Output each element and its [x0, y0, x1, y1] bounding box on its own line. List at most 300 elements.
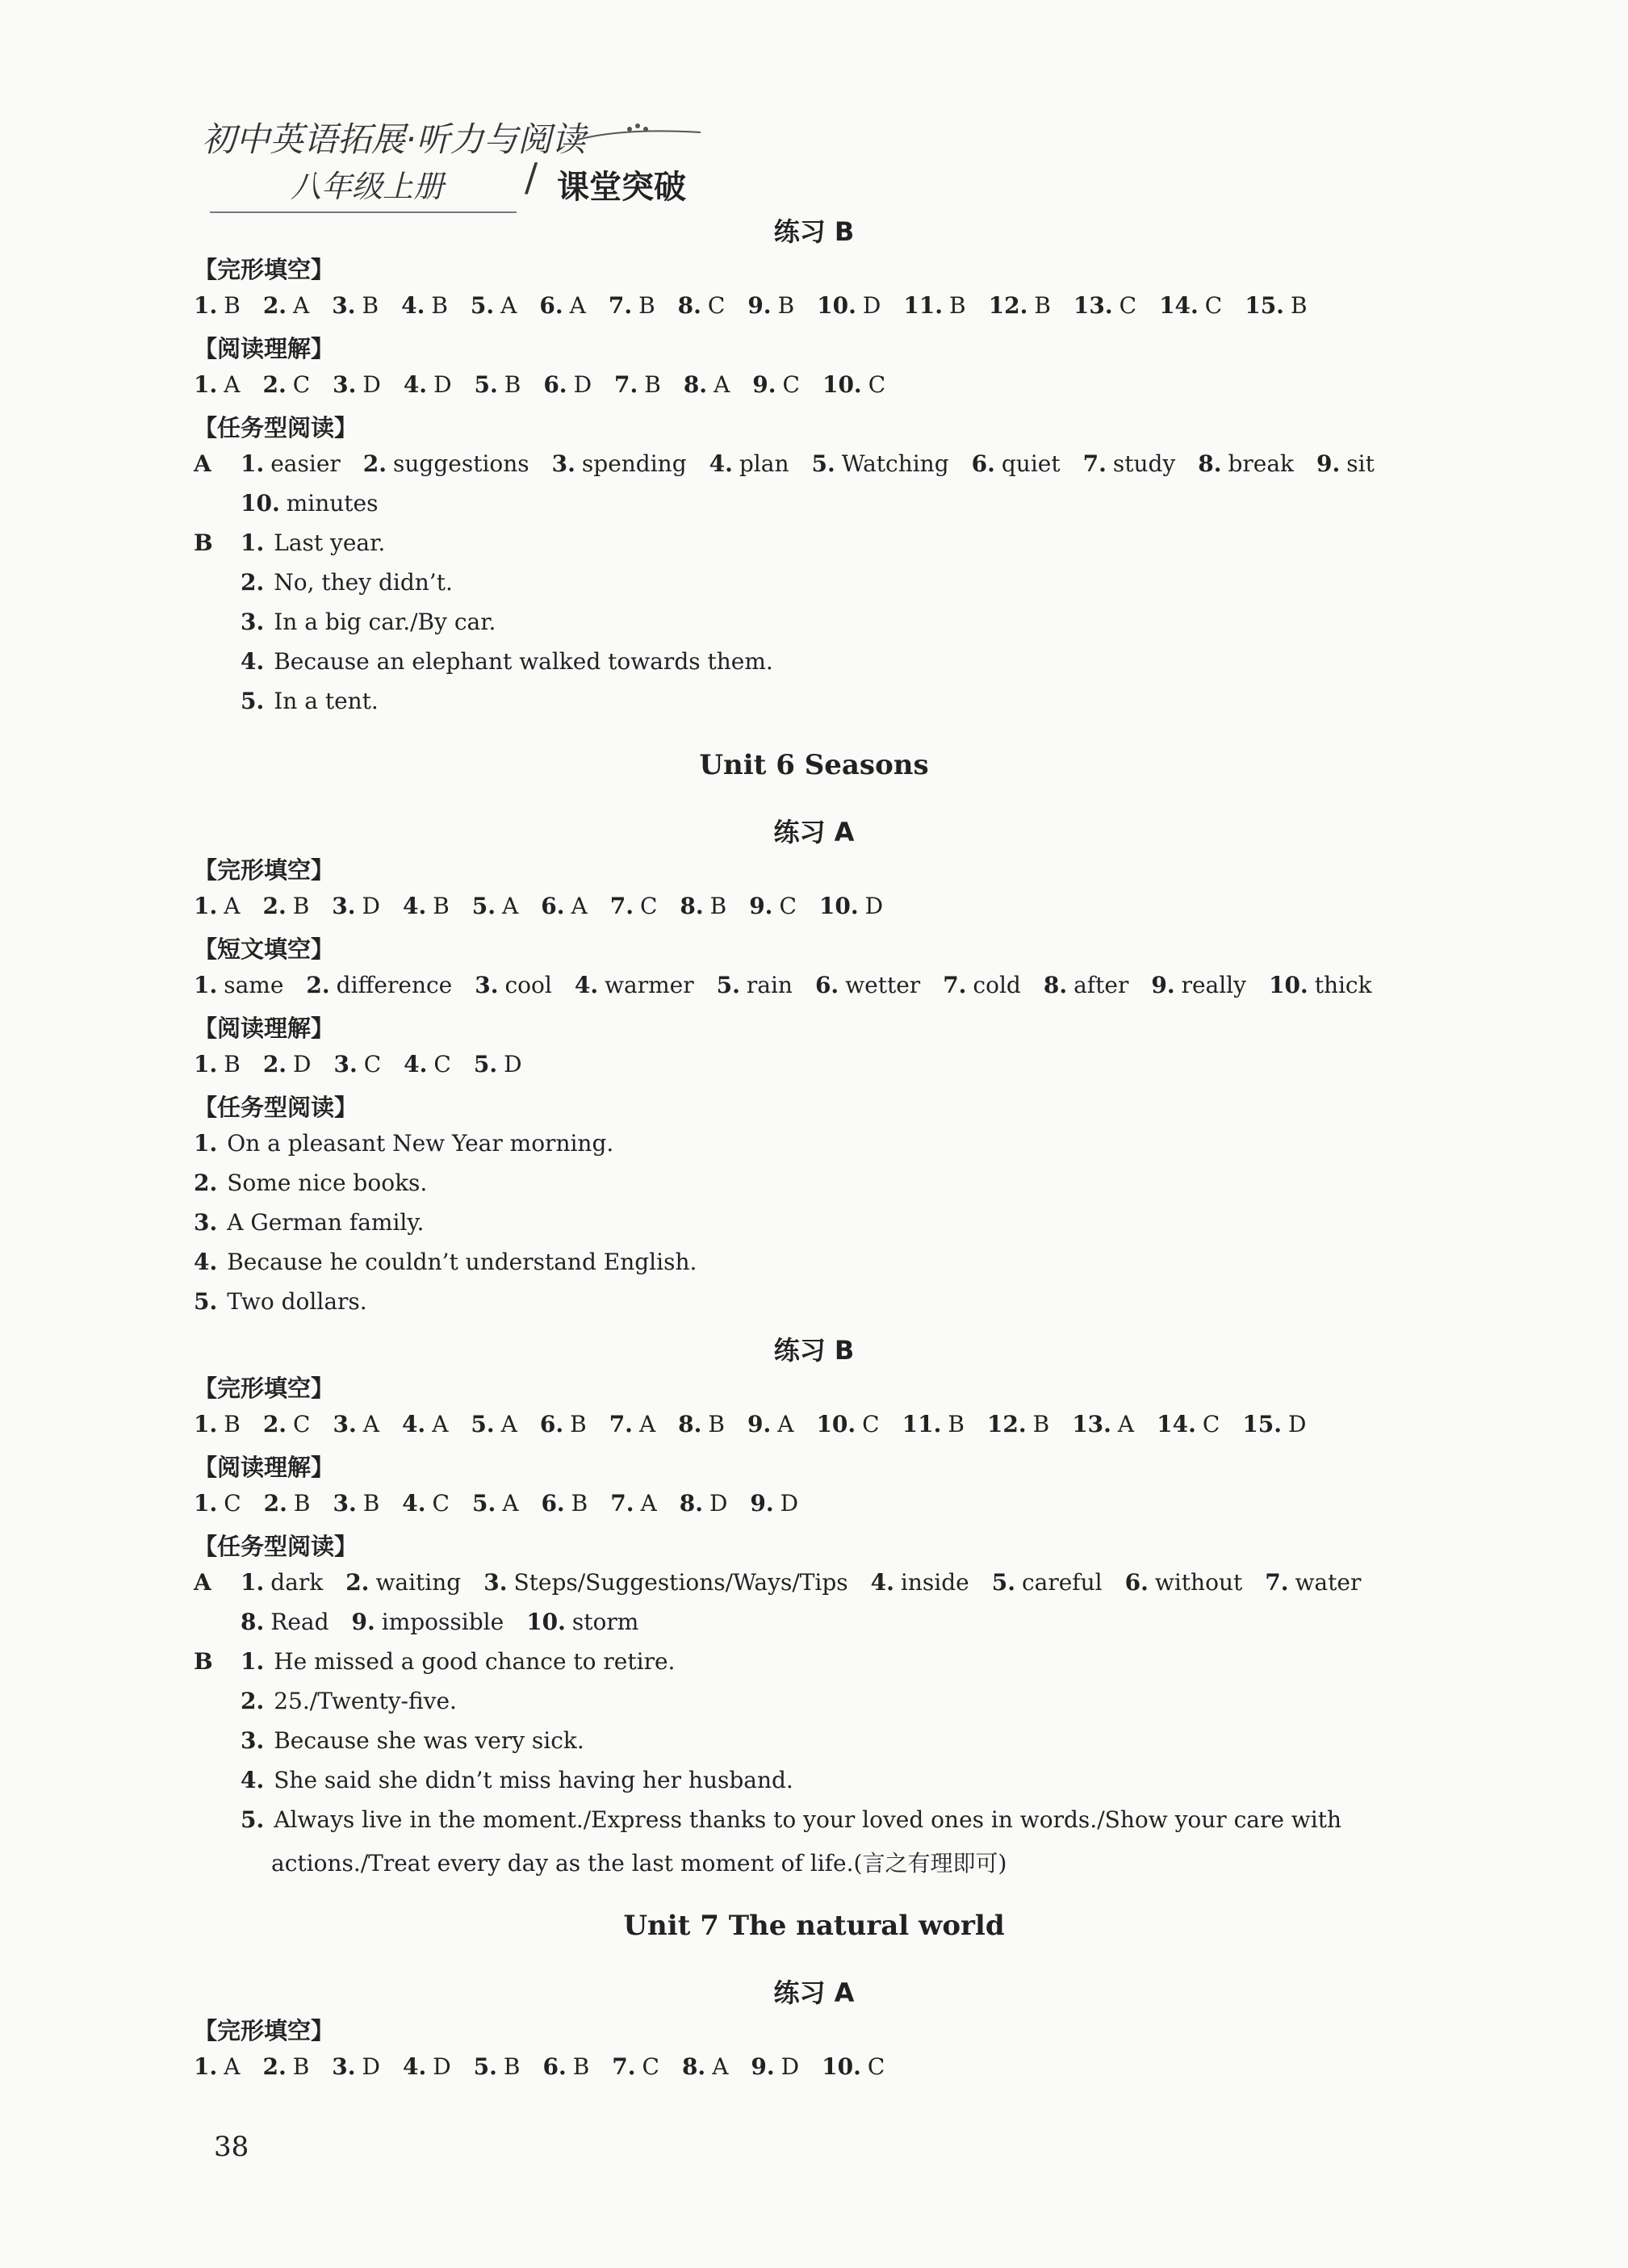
question-number: 6.: [539, 1411, 564, 1437]
question-number: 2.: [241, 569, 265, 596]
answer-item: [263, 1411, 311, 1437]
question-number: 13.: [1073, 292, 1113, 319]
answer-item: [822, 371, 885, 398]
answer-text: B: [777, 292, 795, 319]
answer-text: D: [433, 2053, 451, 2080]
question-number: 7.: [608, 292, 633, 319]
question-number: 14.: [1159, 292, 1199, 319]
answer-item: [747, 1411, 793, 1437]
answer-row: [194, 292, 1330, 319]
answer-text: dark: [270, 1569, 324, 1596]
answer-row: [194, 2053, 907, 2080]
answer-item: [363, 450, 529, 477]
question-number: 9.: [751, 2053, 775, 2080]
question-number: 5.: [241, 688, 265, 714]
answer-item: [972, 450, 1061, 477]
answer-item: [474, 2053, 521, 2080]
answer-text: D: [709, 1490, 728, 1517]
answer-text: D: [433, 371, 452, 398]
question-number: 7.: [609, 1411, 633, 1437]
answer-text: really: [1181, 972, 1246, 998]
question-number: 8.: [241, 1609, 265, 1635]
answer-item: [262, 2053, 309, 2080]
answer-line: [241, 609, 496, 635]
answer-text: D: [573, 371, 592, 398]
question-number: 9.: [747, 1411, 772, 1437]
question-number: 3.: [241, 609, 265, 635]
question-number: 6.: [541, 1490, 565, 1517]
answer-item: [717, 972, 793, 998]
answer-text: B: [1032, 1411, 1050, 1437]
question-number: 7.: [614, 371, 638, 398]
question-number: 2.: [262, 893, 287, 919]
answer-text: Steps/Suggestions/Ways/Tips: [513, 1569, 848, 1596]
answer-item: [992, 1569, 1103, 1596]
answer-text: B: [224, 292, 241, 319]
answer-text: C: [868, 371, 886, 398]
answer-row: [194, 1490, 821, 1517]
answer-text: rain: [746, 972, 793, 998]
answer-text: B: [1290, 292, 1308, 319]
answer-item: [332, 292, 379, 319]
question-number: 8.: [1043, 972, 1068, 998]
question-number: 8.: [683, 371, 708, 398]
question-number: 10.: [241, 490, 280, 517]
question-number: 4.: [401, 292, 425, 319]
question-number: 5.: [716, 972, 740, 998]
answer-text: D: [362, 893, 380, 919]
question-number: 4.: [401, 1411, 426, 1437]
answer-item: [902, 1411, 965, 1437]
answer-text: A: [638, 1411, 656, 1437]
question-number: 7.: [1265, 1569, 1289, 1596]
answer-text: B: [708, 1411, 725, 1437]
answer-text: B: [431, 292, 448, 319]
answer-line: [241, 1727, 584, 1754]
question-number: 7.: [610, 1490, 634, 1517]
question-number: 9.: [747, 292, 772, 319]
answer-text: Two dollars.: [227, 1288, 367, 1315]
question-number: 10.: [822, 2053, 861, 2080]
answer-text: C: [867, 2053, 885, 2080]
question-number: 6.: [814, 972, 839, 998]
section-label: 【完形填空】: [194, 2017, 335, 2044]
answer-item: [575, 972, 694, 998]
answer-item: [1151, 972, 1246, 998]
answer-text: cool: [504, 972, 552, 998]
exercise-title: 练习 A: [773, 1977, 855, 2008]
answer-text: C: [293, 1411, 311, 1437]
question-number: 15.: [1242, 1411, 1283, 1437]
question-number: 4.: [402, 893, 427, 919]
answer-item: [543, 371, 592, 398]
answer-text: B: [638, 292, 655, 319]
question-number: 6.: [971, 450, 995, 477]
question-number: 9.: [1316, 450, 1341, 477]
question-number: 4.: [404, 1051, 428, 1078]
question-number: 9.: [351, 1609, 375, 1635]
answer-continuation: actions./Treat every day as the last moment of life.(言之有理即可): [271, 1850, 1007, 1877]
answer-item: [1265, 1569, 1361, 1596]
answer-text: without: [1154, 1569, 1243, 1596]
answer-line: [194, 1170, 427, 1196]
answer-text: water: [1295, 1569, 1362, 1596]
answer-line: [194, 1249, 697, 1275]
section-label: 【短文填空】: [194, 935, 335, 963]
answer-item: [871, 1569, 969, 1596]
question-number: 4.: [870, 1569, 894, 1596]
answer-item: [334, 1051, 382, 1078]
answer-line: [241, 1688, 457, 1714]
answer-item: [709, 450, 789, 477]
header-slash: /: [525, 155, 538, 200]
question-number: 1.: [241, 529, 265, 556]
exercise-title: 练习 B: [773, 1335, 855, 1366]
answer-text: careful: [1021, 1569, 1103, 1596]
answer-text: A: [640, 1490, 657, 1517]
answer-line: [241, 688, 379, 714]
answer-text: C: [224, 1490, 241, 1517]
answer-line: [241, 529, 385, 556]
answer-item: [403, 2053, 451, 2080]
question-number: 10.: [818, 893, 859, 919]
answer-text: No, they didn’t.: [274, 569, 453, 596]
answer-text: D: [781, 2053, 800, 2080]
answer-item: [817, 292, 881, 319]
answer-item: [1269, 972, 1372, 998]
answer-text: after: [1073, 972, 1129, 998]
answer-item: [610, 1490, 656, 1517]
answer-item: [332, 893, 380, 919]
question-number: 5.: [471, 1411, 495, 1437]
answer-text: Last year.: [274, 529, 386, 556]
section-label: 【完形填空】: [194, 856, 335, 884]
answer-item: [678, 1411, 725, 1437]
answer-item: [610, 893, 658, 919]
answer-text: B: [571, 1490, 588, 1517]
section-label: 【完形填空】: [194, 1375, 335, 1402]
answer-text: D: [362, 371, 381, 398]
answer-text: sit: [1346, 450, 1375, 477]
answer-text: A: [500, 1411, 517, 1437]
answer-text: B: [362, 1490, 380, 1517]
answer-text: Because she was very sick.: [274, 1727, 584, 1754]
answer-text: Because an elephant walked towards them.: [274, 648, 773, 675]
answer-item: [552, 450, 687, 477]
answer-text: A: [712, 2053, 729, 2080]
question-number: 2.: [241, 1688, 265, 1714]
answer-text: B: [644, 371, 661, 398]
answer-item: [1083, 450, 1176, 477]
answer-item: [811, 450, 948, 477]
answer-text: C: [1204, 292, 1223, 319]
question-number: 2.: [306, 972, 330, 998]
answer-item: [194, 292, 241, 319]
answer-item: [680, 1490, 728, 1517]
question-number: 7.: [943, 972, 967, 998]
question-number: 1.: [194, 1490, 218, 1517]
exercise-title: 练习 A: [773, 817, 855, 847]
unit-title: Unit 6 Seasons: [699, 749, 929, 781]
question-number: 7.: [612, 2053, 636, 2080]
question-number: 4.: [402, 2053, 427, 2080]
answer-item: [241, 490, 378, 517]
question-number: 2.: [262, 2053, 287, 2080]
answer-line: [241, 1648, 675, 1675]
answer-text: waiting: [375, 1569, 462, 1596]
answer-row: [241, 1609, 661, 1635]
section-label: 【任务型阅读】: [194, 414, 358, 441]
answer-text: A: [224, 2053, 241, 2080]
question-number: 1.: [194, 1411, 218, 1437]
answer-item: [483, 1569, 847, 1596]
answer-item: [680, 893, 726, 919]
answer-item: [345, 1569, 461, 1596]
question-number: 1.: [194, 292, 218, 319]
answer-item: [987, 1411, 1049, 1437]
answer-item: [306, 972, 452, 998]
answer-item: [815, 972, 920, 998]
answer-line: [241, 648, 773, 675]
question-number: 3.: [333, 1051, 358, 1078]
answer-text: C: [363, 1051, 382, 1078]
answer-item: [609, 292, 655, 319]
answer-item: [475, 972, 552, 998]
question-number: 2.: [362, 450, 387, 477]
answer-text: plan: [739, 450, 789, 477]
question-number: 1.: [241, 1569, 265, 1596]
answer-item: [749, 893, 797, 919]
answer-row: [194, 972, 1395, 998]
question-number: 3.: [332, 292, 356, 319]
question-number: 13.: [1072, 1411, 1111, 1437]
answer-item: [989, 292, 1051, 319]
answer-item: [816, 1411, 879, 1437]
question-number: 9.: [750, 1490, 774, 1517]
question-number: 3.: [333, 1490, 357, 1517]
answer-row: [241, 490, 400, 517]
question-number: 6.: [543, 371, 567, 398]
answer-line: [241, 1767, 793, 1793]
question-number: 5.: [471, 893, 496, 919]
answer-text: C: [432, 1490, 450, 1517]
answer-row: [241, 450, 1397, 477]
answer-item: [614, 371, 661, 398]
answer-text: suggestions: [393, 450, 529, 477]
answer-item: [333, 371, 381, 398]
answer-text: C: [1119, 292, 1137, 319]
answer-text: A: [500, 292, 517, 319]
answer-text: A: [293, 292, 310, 319]
question-number: 10.: [526, 1609, 566, 1635]
answer-text: C: [433, 1051, 451, 1078]
answer-text: A: [362, 1411, 379, 1437]
question-number: 2.: [262, 292, 287, 319]
answer-text: A: [1117, 1411, 1135, 1437]
answer-text: A: [224, 893, 241, 919]
question-number: 3.: [332, 2053, 356, 2080]
answer-item: [402, 1490, 450, 1517]
answer-text: B: [293, 1490, 311, 1517]
answer-line: [194, 1209, 424, 1236]
answer-text: D: [504, 1051, 522, 1078]
question-number: 2.: [345, 1569, 370, 1596]
answer-item: [471, 292, 517, 319]
section-label: 【任务型阅读】: [194, 1533, 358, 1560]
answer-text: B: [362, 292, 379, 319]
answer-text: impossible: [381, 1609, 504, 1635]
question-number: 8.: [680, 893, 704, 919]
question-number: 10.: [822, 371, 862, 398]
answer-item: [822, 2053, 885, 2080]
question-number: 15.: [1245, 292, 1284, 319]
answer-text: C: [639, 893, 658, 919]
question-number: 3.: [333, 371, 357, 398]
question-number: 12.: [986, 1411, 1027, 1437]
answer-item: [472, 1490, 518, 1517]
answer-item: [819, 893, 883, 919]
answer-item: [263, 292, 309, 319]
answer-text: A: [714, 371, 730, 398]
answer-line: [241, 569, 453, 596]
answer-item: [542, 2053, 589, 2080]
question-number: 3.: [551, 450, 575, 477]
question-number: 11.: [903, 292, 944, 319]
answer-text: B: [504, 371, 521, 398]
answer-item: [526, 1609, 638, 1635]
question-number: 1.: [194, 893, 218, 919]
answer-item: [472, 893, 518, 919]
answer-text: A: [777, 1411, 794, 1437]
question-number: 1.: [194, 1130, 218, 1157]
part-label: B: [194, 1648, 213, 1675]
question-number: 9.: [752, 371, 776, 398]
answer-item: [1125, 1569, 1243, 1596]
answer-text: In a big car./By car.: [274, 609, 496, 635]
answer-text: D: [362, 2053, 380, 2080]
answer-text: C: [1202, 1411, 1220, 1437]
question-number: 1.: [194, 371, 218, 398]
answer-text: B: [572, 2053, 590, 2080]
answer-text: On a pleasant New Year morning.: [227, 1130, 614, 1157]
section-name: 课堂突破: [557, 169, 686, 206]
answer-line: [194, 1288, 367, 1315]
answer-text: Watching: [841, 450, 949, 477]
answer-item: [403, 893, 450, 919]
answer-text: Some nice books.: [227, 1170, 428, 1196]
section-label: 【任务型阅读】: [194, 1094, 358, 1121]
answer-text: C: [779, 893, 797, 919]
answer-text: spending: [581, 450, 687, 477]
answer-item: [541, 1490, 588, 1517]
question-number: 4.: [241, 648, 265, 675]
answer-item: [1242, 1411, 1306, 1437]
series-title: 初中英语拓展·听力与阅读: [202, 119, 586, 159]
grade-label: 八年级上册: [291, 169, 445, 204]
decorative-swoosh-icon: [573, 121, 702, 145]
answer-item: [241, 1609, 329, 1635]
question-number: 3.: [332, 893, 356, 919]
question-number: 5.: [991, 1569, 1015, 1596]
answer-text: C: [292, 371, 311, 398]
question-number: 8.: [679, 1490, 703, 1517]
answer-text: D: [864, 893, 884, 919]
answer-text: B: [433, 893, 450, 919]
question-number: 3.: [475, 972, 499, 998]
answer-item: [1044, 972, 1129, 998]
answer-item: [684, 371, 730, 398]
question-number: 4.: [402, 1490, 426, 1517]
question-number: 2.: [194, 1170, 218, 1196]
answer-item: [539, 292, 585, 319]
answer-item: [401, 292, 448, 319]
question-number: 4.: [709, 450, 733, 477]
question-number: 5.: [470, 292, 495, 319]
answer-text: C: [782, 371, 800, 398]
answer-text: warmer: [605, 972, 694, 998]
answer-item: [352, 1609, 504, 1635]
question-number: 1.: [194, 2053, 218, 2080]
question-number: 5.: [474, 371, 498, 398]
question-number: 5.: [473, 2053, 497, 2080]
answer-text: A: [569, 292, 586, 319]
question-number: 8.: [677, 292, 701, 319]
answer-text: wetter: [845, 972, 921, 998]
answer-text: He missed a good chance to retire.: [274, 1648, 676, 1675]
question-number: 10.: [817, 292, 856, 319]
answer-text: Read: [270, 1609, 329, 1635]
answer-text: study: [1112, 450, 1176, 477]
question-number: 9.: [1151, 972, 1175, 998]
answer-text: A: [571, 893, 588, 919]
answer-text: B: [224, 1051, 241, 1078]
answer-text: B: [948, 1411, 965, 1437]
answer-item: [194, 1490, 241, 1517]
question-number: 1.: [241, 450, 265, 477]
answer-row: [194, 893, 906, 919]
answer-text: easier: [270, 450, 341, 477]
answer-item: [540, 1411, 587, 1437]
answer-item: [241, 450, 341, 477]
answer-item: [750, 1490, 798, 1517]
section-label: 【阅读理解】: [194, 1015, 335, 1042]
answer-item: [1316, 450, 1375, 477]
answer-text: B: [570, 1411, 587, 1437]
question-number: 5.: [241, 1806, 265, 1833]
answer-item: [333, 1411, 379, 1437]
answer-text: In a tent.: [274, 688, 379, 714]
answer-item: [332, 2053, 380, 2080]
section-label: 【阅读理解】: [194, 335, 335, 362]
answer-item: [682, 2053, 728, 2080]
question-number: 6.: [542, 2053, 567, 2080]
question-number: 5.: [473, 1051, 498, 1078]
answer-item: [194, 371, 240, 398]
question-number: 5.: [811, 450, 835, 477]
answer-item: [752, 371, 800, 398]
answer-text: C: [642, 2053, 659, 2080]
question-number: 8.: [678, 1411, 702, 1437]
answer-text: B: [503, 2053, 521, 2080]
question-number: 4.: [574, 972, 599, 998]
section-label: 【阅读理解】: [194, 1454, 335, 1481]
answer-item: [541, 893, 587, 919]
unit-title: Unit 7 The natural world: [623, 1910, 1005, 1942]
question-number: 1.: [194, 1051, 218, 1078]
answer-text: difference: [336, 972, 453, 998]
answer-item: [264, 1490, 311, 1517]
answer-item: [402, 1411, 448, 1437]
